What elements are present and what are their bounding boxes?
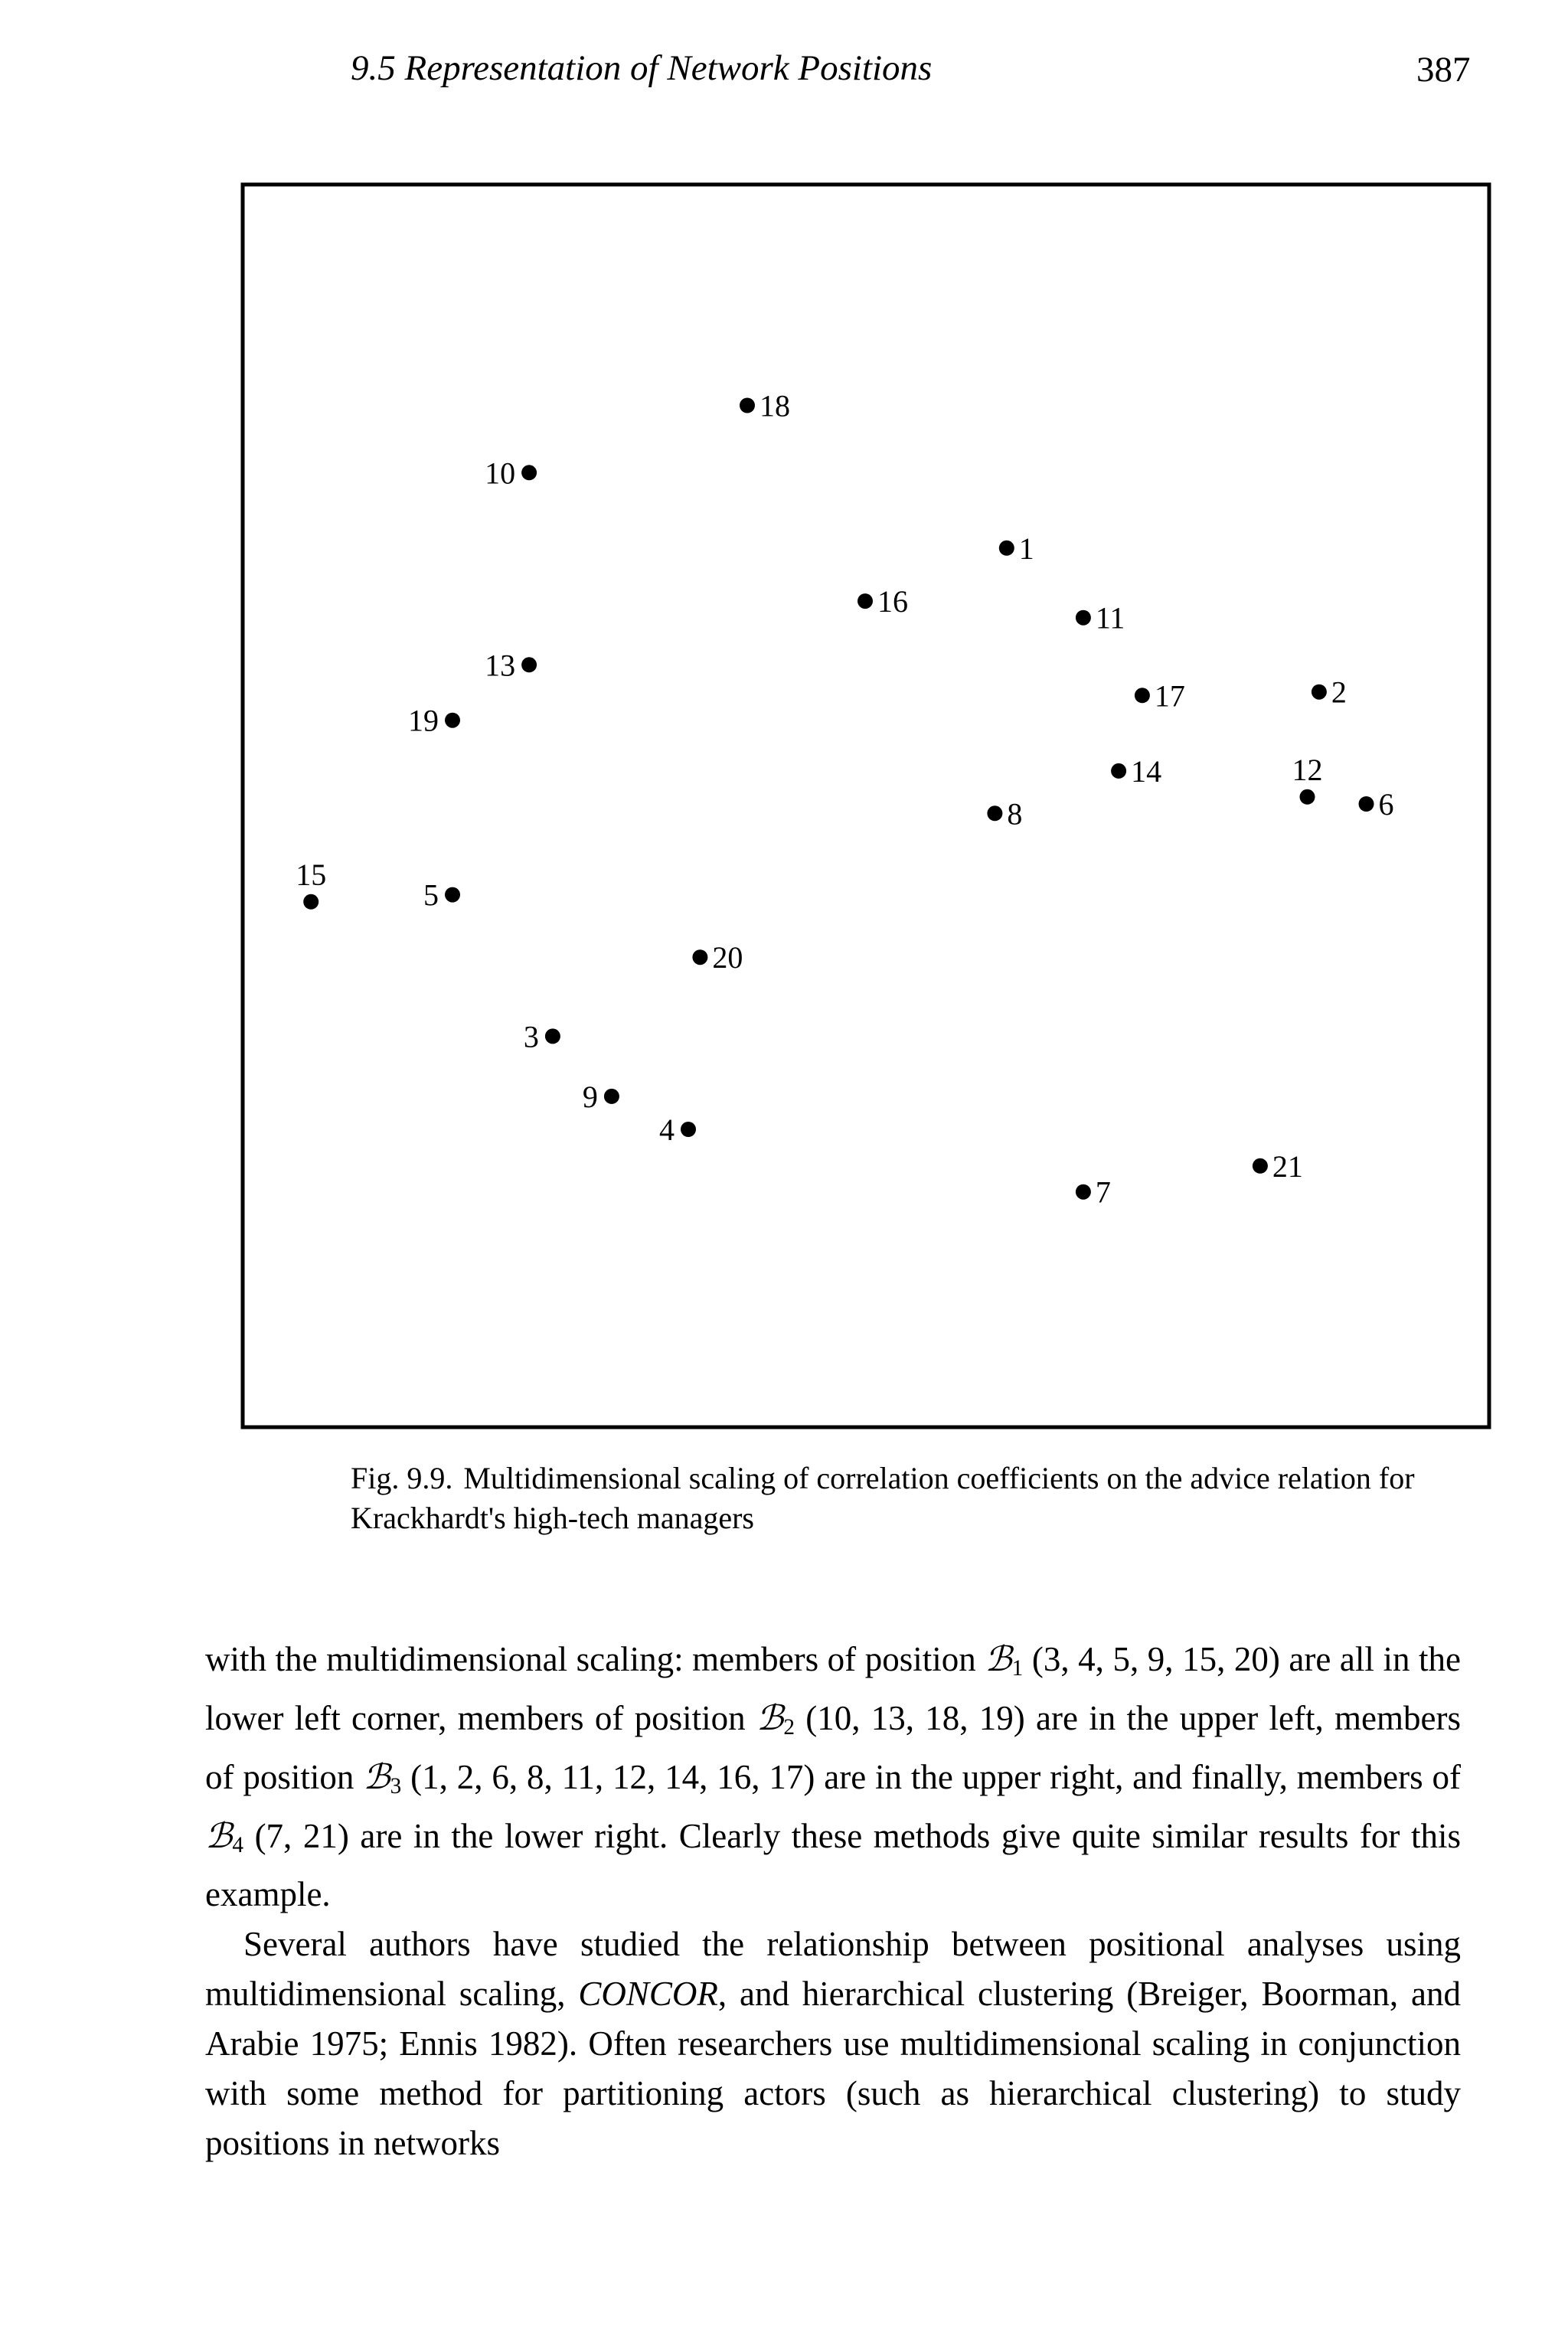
p1-text-c: (10, 13, 18, 19) are in the upper left, members of position bbox=[205, 1698, 1461, 1796]
p1-text-e: (7, 21) are in the lower right. Clearly these methods give quite similar results for this example. bbox=[205, 1816, 1461, 1914]
point-19 bbox=[445, 713, 460, 728]
position-b3-symbol: ℬ bbox=[363, 1757, 390, 1796]
point-label-18: 18 bbox=[760, 388, 790, 423]
position-b2-subscript: 2 bbox=[783, 1714, 795, 1740]
point-11 bbox=[1076, 610, 1091, 626]
point-label-3: 3 bbox=[523, 1019, 539, 1054]
point-2 bbox=[1312, 684, 1327, 700]
p1-text-a: with the multidimensional scaling: members of position bbox=[205, 1640, 985, 1678]
point-14 bbox=[1111, 763, 1126, 779]
position-b4-symbol: ℬ bbox=[205, 1816, 233, 1855]
caption-text: Multidimensional scaling of correlation coefficients on the advice relation for Krackhardt's high-tech managers bbox=[351, 1461, 1415, 1535]
p2-text-b: , and hierarchical clustering (Breiger, Boorman, and Arabie 1975; Ennis 1982). Often researchers use multidimensional scaling in conjunction with some method for partitioning actors (such as hierarchical clustering) to study positions in networks bbox=[205, 1975, 1461, 2163]
point-label-21: 21 bbox=[1272, 1148, 1303, 1184]
point-1 bbox=[999, 541, 1014, 556]
point-8 bbox=[987, 805, 1002, 821]
point-label-12: 12 bbox=[1292, 752, 1323, 787]
running-head: 9.5 Representation of Network Positions bbox=[351, 48, 933, 88]
point-label-19: 19 bbox=[408, 703, 439, 738]
point-label-11: 11 bbox=[1095, 600, 1125, 635]
point-20 bbox=[692, 949, 707, 965]
paragraph-1 bbox=[205, 1635, 1461, 1919]
p1-text-b: (3, 4, 5, 9, 15, 20) are all in the lower left corner, members of position bbox=[205, 1640, 1461, 1737]
point-label-6: 6 bbox=[1378, 787, 1394, 822]
point-17 bbox=[1135, 688, 1150, 703]
point-13 bbox=[521, 657, 537, 672]
point-label-7: 7 bbox=[1095, 1175, 1111, 1210]
point-label-1: 1 bbox=[1018, 531, 1034, 566]
position-b3-subscript: 3 bbox=[390, 1773, 402, 1799]
point-label-14: 14 bbox=[1131, 753, 1162, 789]
point-4 bbox=[681, 1122, 696, 1137]
point-label-15: 15 bbox=[296, 857, 327, 892]
point-15 bbox=[303, 894, 318, 910]
figure-caption bbox=[351, 1459, 1468, 1538]
plot-frame bbox=[243, 185, 1489, 1427]
point-label-13: 13 bbox=[485, 648, 516, 683]
point-3 bbox=[545, 1028, 560, 1044]
point-label-10: 10 bbox=[485, 456, 516, 491]
paragraph-2 bbox=[205, 1919, 1461, 2168]
position-b4-subscript: 4 bbox=[232, 1832, 244, 1857]
point-10 bbox=[521, 465, 537, 480]
point-18 bbox=[740, 398, 755, 413]
position-b2-symbol: ℬ bbox=[756, 1698, 784, 1737]
position-b1-symbol: ℬ bbox=[985, 1640, 1012, 1678]
concor-term: CONCOR bbox=[578, 1975, 718, 2014]
point-label-17: 17 bbox=[1154, 678, 1185, 714]
point-label-2: 2 bbox=[1331, 675, 1347, 710]
point-9 bbox=[604, 1089, 619, 1104]
body-text bbox=[205, 1635, 1461, 2168]
point-label-4: 4 bbox=[659, 1112, 675, 1147]
page-number: 387 bbox=[1416, 50, 1471, 90]
point-label-20: 20 bbox=[712, 940, 743, 975]
position-b1-subscript: 1 bbox=[1011, 1655, 1024, 1681]
point-label-9: 9 bbox=[582, 1079, 598, 1114]
point-label-8: 8 bbox=[1007, 796, 1023, 831]
point-16 bbox=[858, 593, 873, 609]
point-12 bbox=[1300, 789, 1315, 805]
point-label-16: 16 bbox=[877, 584, 908, 619]
point-label-5: 5 bbox=[423, 877, 439, 913]
point-6 bbox=[1359, 796, 1374, 812]
p1-text-d: (1, 2, 6, 8, 11, 12, 14, 16, 17) are in the upper right, and finally, members of bbox=[401, 1757, 1461, 1796]
point-7 bbox=[1076, 1184, 1091, 1200]
point-5 bbox=[445, 887, 460, 903]
points-layer bbox=[296, 389, 1393, 1210]
caption-label: Fig. 9.9. bbox=[351, 1461, 453, 1495]
p2-text-a: Several authors have studied the relationship between positional analyses using multidimensional scaling, bbox=[205, 1925, 1461, 2014]
point-21 bbox=[1253, 1158, 1268, 1174]
